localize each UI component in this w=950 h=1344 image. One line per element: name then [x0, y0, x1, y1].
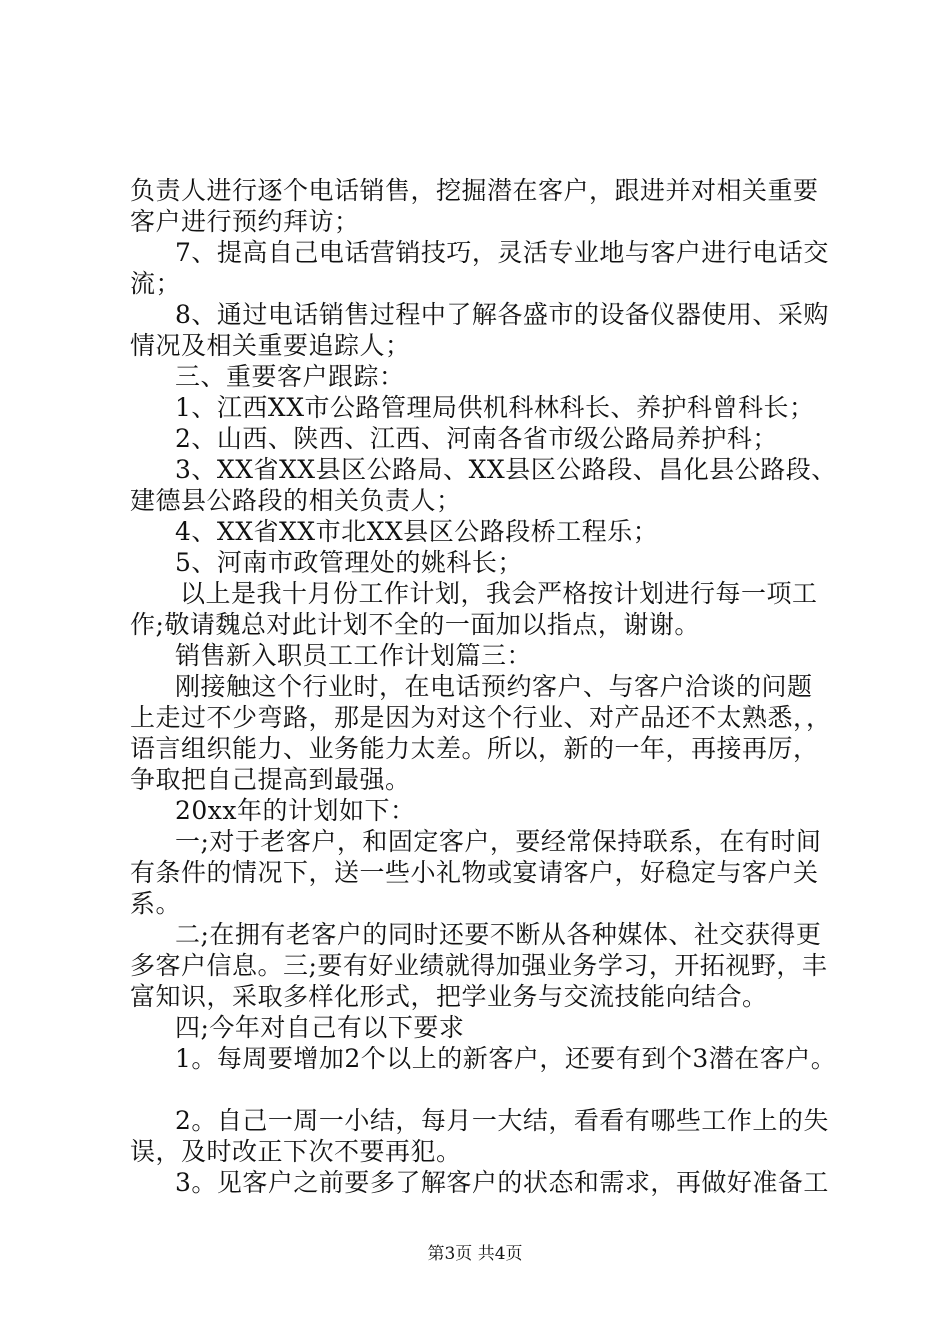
text-line: 客户进行预约拜访； — [130, 207, 360, 236]
text-line: 建德县公路段的相关负责人； — [130, 486, 462, 515]
text-line: 误，及时改正下次不要再犯。 — [130, 1137, 462, 1166]
text-line: 2、山西、陕西、江西、河南各省市级公路局养护科； — [175, 424, 778, 453]
text-line: 有条件的情况下，送一些小礼物或宴请客户，好稳定与客户关 — [130, 858, 819, 887]
text-line: 上走过不少弯路，那是因为对这个行业、对产品还不太熟悉，， — [130, 703, 832, 732]
text-line: 刚接触这个行业时，在电话预约客户、与客户洽谈的问题 — [175, 672, 813, 701]
text-line: 以上是我十月份工作计划，我会严格按计划进行每一项工 — [180, 579, 818, 608]
text-line: 5、河南市政管理处的姚科长； — [175, 548, 523, 577]
text-line: 2。自己一周一小结，每月一大结，看看有哪些工作上的失 — [175, 1106, 829, 1135]
text-line: 四;今年对自己有以下要求 — [175, 1013, 465, 1042]
text-line: 一;对于老客户，和固定客户，要经常保持联系，在有时间 — [175, 827, 822, 856]
text-line: 3。见客户之前要多了解客户的状态和需求，再做好准备工 — [175, 1168, 829, 1197]
text-line: 3、XX省XX县区公路局、XX县区公路段、昌化县公路段、 — [175, 455, 837, 484]
section-heading: 20xx年的计划如下： — [175, 796, 416, 825]
text-line: 多客户信息。三;要有好业绩就得加强业务学习，开拓视野，丰 — [130, 951, 828, 980]
text-line: 作;敬请魏总对此计划不全的一面加以指点，谢谢。 — [130, 610, 700, 639]
section-heading: 销售新入职员工工作计划篇三： — [175, 641, 533, 670]
text-line: 7、提高自己电话营销技巧，灵活专业地与客户进行电话交 — [175, 238, 829, 267]
text-line: 语言组织能力、业务能力太差。所以，新的一年，再接再厉， — [130, 734, 819, 763]
text-line: 情况及相关重要追踪人； — [130, 331, 411, 360]
text-line: 1、江西XX市公路管理局供机科林科长、养护科曾科长； — [175, 393, 815, 422]
text-line: 负责人进行逐个电话销售，挖掘潜在客户，跟进并对相关重要 — [130, 176, 819, 205]
text-line: 8、通过电话销售过程中了解各盛市的设备仪器使用、采购 — [175, 300, 829, 329]
section-heading: 三、重要客户跟踪： — [175, 362, 405, 391]
text-line: 流； — [130, 269, 182, 298]
text-line: 二;在拥有老客户的同时还要不断从各种媒体、社交获得更 — [175, 920, 822, 949]
page-footer: 第3页 共4页 — [427, 1244, 523, 1264]
text-line: 系。 — [130, 889, 182, 918]
text-line: 争取把自己提高到最强。 — [130, 765, 411, 794]
text-line: 4、XX省XX市北XX县区公路段桥工程乐； — [175, 517, 659, 546]
text-line: 富知识，采取多样化形式，把学业务与交流技能向结合。 — [130, 982, 768, 1011]
text-line: 1。每周要增加2个以上的新客户，还要有到个3潜在客户。 — [175, 1044, 837, 1073]
